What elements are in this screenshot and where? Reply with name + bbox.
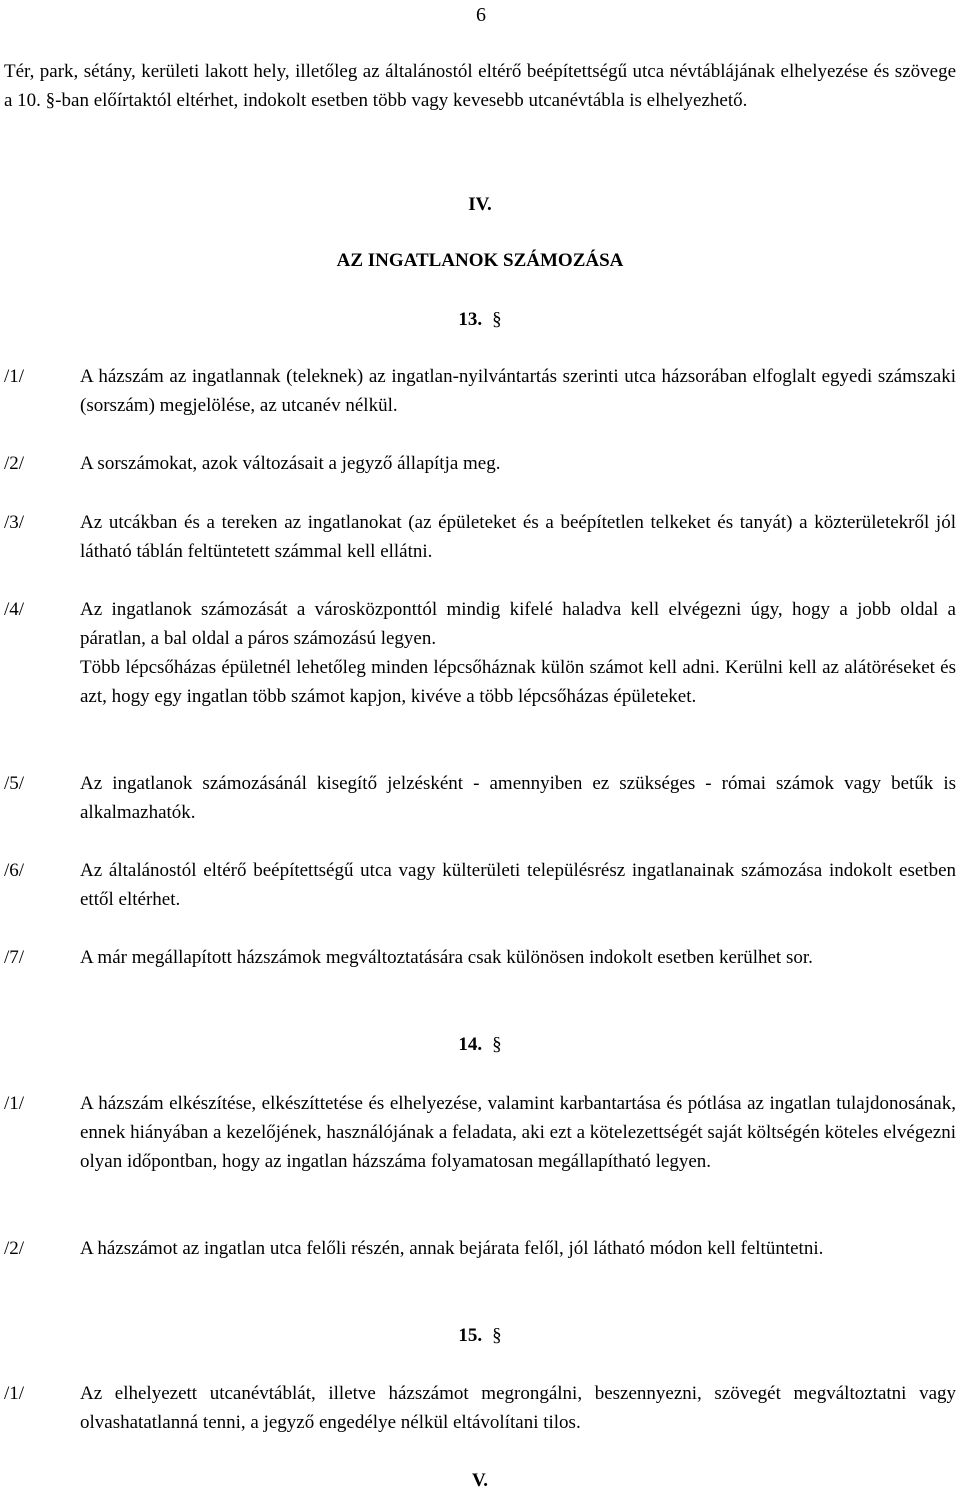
paragraph-number: /2/ (4, 453, 25, 474)
paragraph-text-continued: Több lépcsőházas épületnél lehetőleg minden lépcsőháznak külön számot kell adni. Kerülni kell az alátöréseket és azt, hogy egy ingatlan több számot kapjon, kivéve a több lépcsőházas épületeket. (80, 657, 956, 707)
paragraph-number: /1/ (4, 366, 25, 387)
s14-paragraph-1 (4, 1089, 956, 1176)
paragraph-text: A házszám az ingatlannak (teleknek) az ingatlan-nyilvántartás szerinti utca házsorában elfoglalt egyedi számszaki (sorszám) megjelölése, az utcanév nélkül. (80, 366, 956, 416)
section-14-heading (0, 1030, 960, 1059)
s13-paragraph-5 (4, 769, 956, 827)
section-mark: § (492, 1034, 502, 1055)
paragraph-number: /1/ (4, 1093, 25, 1114)
paragraph-text: Az általánostól eltérő beépítettségű utca vagy külterületi településrész ingatlanainak számozása indokolt esetben ettől eltérhet. (80, 860, 956, 910)
s13-paragraph-6 (4, 856, 956, 914)
paragraph-text: A házszám elkészítése, elkészíttetése és elhelyezése, valamint karbantartása és pótlása az ingatlan tulajdonosának, ennek hiányában a kezelőjének, használójának a feladata, aki ezt a kötelezettségét saját költségén köteles elvégezni olyan időpontban, hogy az ingatlan házszáma folyamatosan megállapítható legyen. (80, 1093, 956, 1172)
page-number: 6 (476, 4, 486, 26)
paragraph-text: A házszámot az ingatlan utca felőli részén, annak bejárata felől, jól látható módon kell feltüntetni. (80, 1238, 824, 1259)
section-mark: § (492, 1325, 502, 1346)
chapter-iv-roman: IV. (468, 194, 492, 215)
s15-paragraph-1 (4, 1379, 956, 1437)
section-14-number: 14. (458, 1034, 483, 1055)
paragraph-text: A sorszámokat, azok változásait a jegyző állapítja meg. (80, 453, 501, 474)
section-15-heading (0, 1321, 960, 1350)
paragraph-text: Az elhelyezett utcanévtáblát, illetve házszámot megrongálni, beszennyezni, szövegét megváltoztatni vagy olvashatatlanná tenni, a jegyző engedélye nélkül eltávolítani tilos. (80, 1383, 956, 1433)
s13-paragraph-1 (4, 362, 956, 420)
s13-paragraph-4 (4, 595, 956, 711)
section-mark: § (492, 309, 502, 330)
section-13-number: 13. (458, 309, 483, 330)
section-13-heading (0, 305, 960, 334)
paragraph-text: Az ingatlanok számozását a városközponttól mindig kifelé haladva kell elvégezni úgy, hogy a jobb oldal a páratlan, a bal oldal a páros számozású legyen. (80, 599, 956, 649)
paragraph-number: /4/ (4, 599, 25, 620)
s13-paragraph-2 (4, 449, 956, 478)
paragraph-number: /5/ (4, 773, 25, 794)
section-15-number: 15. (458, 1325, 483, 1346)
paragraph-text: Az utcákban és a tereken az ingatlanokat (az épületeket és a beépítetlen telkeket és tanyát) a közterületekről jól látható táblán feltüntetett számmal kell ellátni. (80, 512, 956, 562)
s13-paragraph-7 (4, 943, 956, 972)
paragraph-text-block (80, 595, 956, 711)
s14-paragraph-2 (4, 1234, 956, 1263)
paragraph-number: /1/ (4, 1383, 25, 1404)
chapter-iv-title: AZ INGATLANOK SZÁMOZÁSA (336, 250, 624, 271)
paragraph-number: /3/ (4, 512, 25, 533)
chapter-v-roman: V. (471, 1470, 489, 1491)
paragraph-text: A már megállapított házszámok megváltoztatására csak különösen indokolt esetben kerülhet sor. (80, 947, 813, 968)
intro-paragraph: Tér, park, sétány, kerületi lakott hely, illetőleg az általánostól eltérő beépítettségű utca névtáblájának elhelyezése és szövege a 10. §-ban előírtaktól eltérhet, indokolt esetben több vagy kevesebb utcanévtábla is elhelyezhető. (4, 61, 956, 111)
s13-paragraph-3 (4, 508, 956, 566)
paragraph-text: Az ingatlanok számozásánál kisegítő jelzésként - amennyiben ez szükséges - római számok vagy betűk is alkalmazhatók. (80, 773, 956, 823)
paragraph-number: /2/ (4, 1238, 25, 1259)
paragraph-number: /6/ (4, 860, 25, 881)
paragraph-number: /7/ (4, 947, 25, 968)
